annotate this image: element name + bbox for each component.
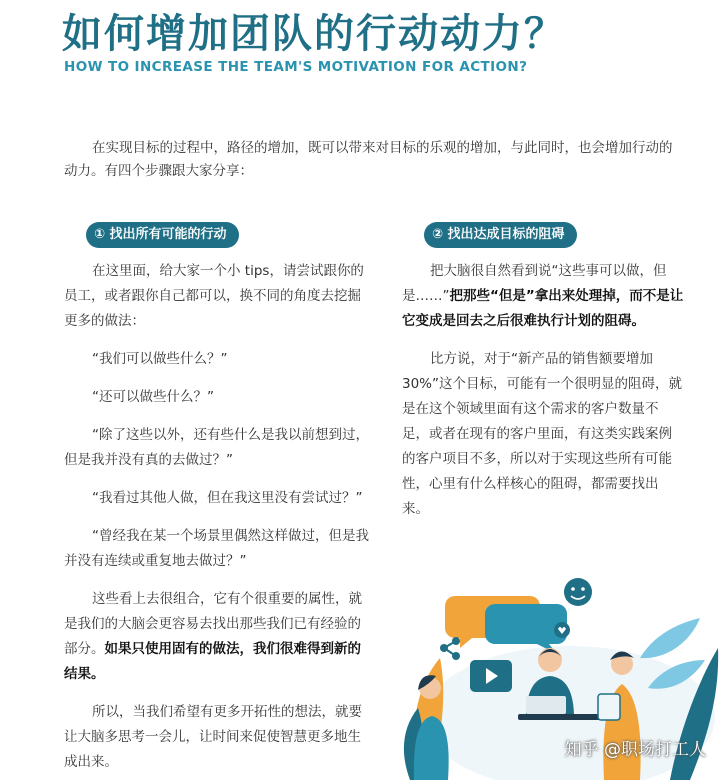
question-2: “还可以做些什么？”: [92, 389, 214, 405]
share-icon: [440, 637, 460, 660]
left-paragraph-3: 所以，当我们希望有更多开拓性的想法，就要让大脑多思考一会儿，让时间来促使智慧更多地生成出来。: [64, 704, 362, 770]
intro-paragraph: [64, 137, 684, 183]
step-1-label: ① 找出所有可能的行动: [86, 222, 239, 248]
page-title: 如何增加团队的行动动力？: [62, 11, 566, 57]
question-3: “除了这些以外，还有些什么是我以前想到过，但是我并没有真的去做过？”: [64, 427, 369, 468]
left-column: [64, 259, 370, 780]
question-5: “曾经我在某一个场景里偶然这样做过，但是我并没有连续或重复地去做过？”: [64, 528, 369, 569]
left-paragraph-2-bold: 如果只使用固有的做法，我们很难得到新的结果。: [64, 641, 361, 682]
right-paragraph-1-text: 把大脑很自然看到说“这些事可以做，但是……”: [402, 263, 667, 304]
left-paragraph-2: [64, 587, 370, 687]
question-4: “我看过其他人做，但在我这里没有尝试过？”: [92, 490, 363, 506]
question-1: “我们可以做些什么？”: [92, 351, 228, 367]
page-subtitle: HOW TO INCREASE THE TEAM'S MOTIVATION FOR ACTION?: [64, 59, 528, 75]
intro-text: 在实现目标的过程中，路径的增加，既可以带来对目标的乐观的增加，与此同时，也会增加行动的动力。有四个步骤跟大家分享：: [64, 140, 673, 179]
step-2-label: ② 找出达成目标的阻碍: [424, 222, 577, 248]
emoji-icon: [564, 578, 592, 606]
left-paragraph-2-text: 这些看上去很组合，它有个很重要的属性，就是我们的大脑会更容易去找出那些我们已有经验的部分。: [64, 591, 362, 657]
left-paragraph-1: 在这里面，给大家一个小 tips，请尝试跟你的员工，或者跟你自己都可以，换不同的角度去挖掘更多的做法：: [64, 263, 364, 329]
right-paragraph-1: [402, 259, 684, 334]
right-paragraph-1-bold: 把那些“但是”拿出来处理掉，而不是让它变成是回去之后很难执行计划的阻碍。: [402, 288, 684, 329]
laptop: [526, 696, 566, 714]
watermark: 知乎 @职场打工人: [564, 740, 706, 760]
right-paragraph-2: 比方说，对于“新产品的销售额要增加30%”这个目标，可能有一个很明显的阻碍，就是在这个领域里面有这个需求的客户数量不足，或者在现有的客户里面，有这类实践案例的客户项目不多，所以对于实现这些所有可能性，心里有什么样核心的阻碍，都需要找出来。: [402, 351, 682, 517]
right-column: [402, 259, 684, 535]
